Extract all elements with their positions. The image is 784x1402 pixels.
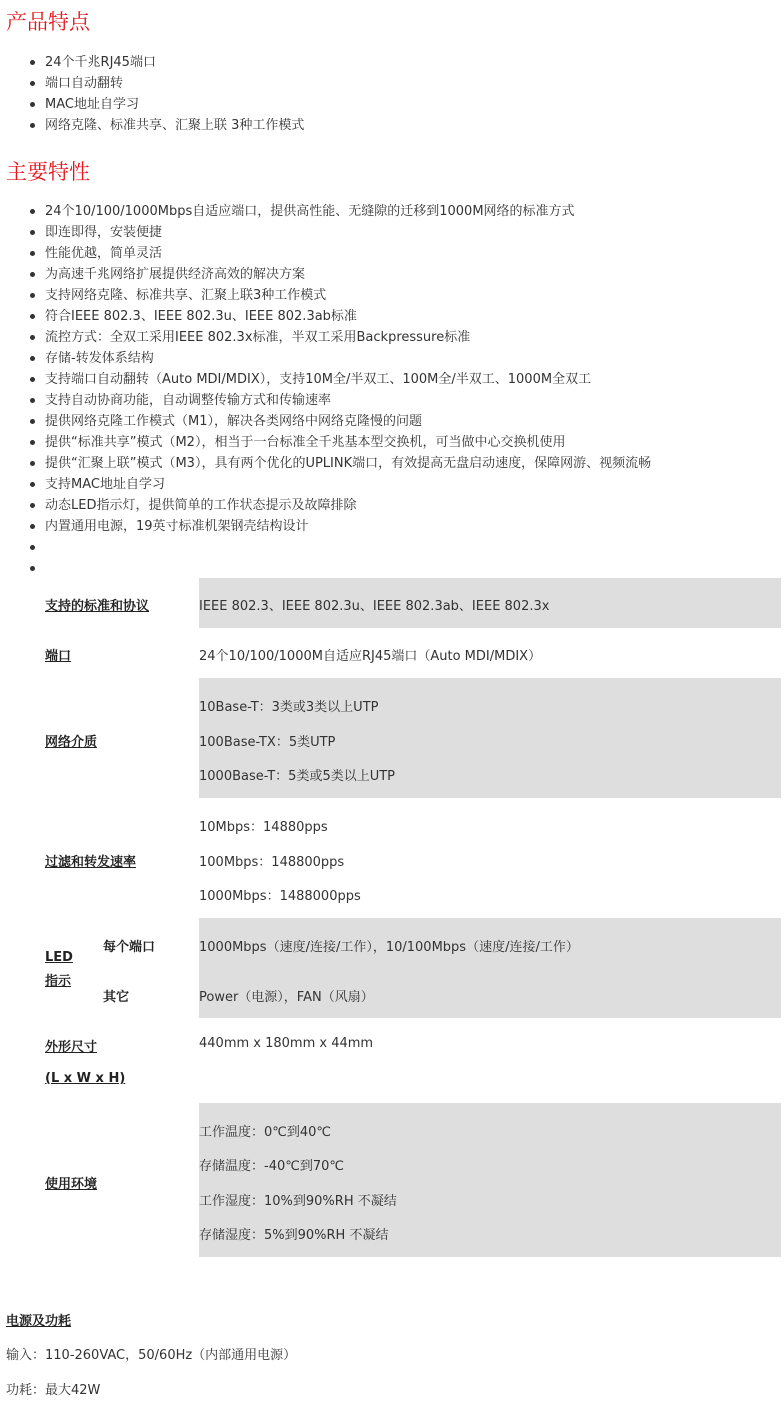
spec-label-rate: 过滤和转发速率 — [45, 855, 137, 870]
list-item: 内置通用电源，19英寸标准机架钢壳结构设计 — [45, 516, 651, 537]
section-title-features: 产品特点 — [6, 10, 90, 34]
list-item: 支持网络克隆、标准共享、汇聚上联3种工作模式 — [45, 285, 651, 306]
spec-value-size: 440mm x 180mm x 44mm — [199, 1036, 374, 1051]
list-item: 24个千兆RJ45端口 — [45, 52, 304, 73]
spec-value-env: 工作温度：0℃到40℃ — [199, 1125, 332, 1140]
spec-label-led: LED — [45, 950, 73, 965]
list-item: MAC地址自学习 — [45, 94, 304, 115]
list-item: 支持端口自动翻转（Auto MDI/MDIX），支持10M全/半双工、100M全/半双工、1000M全双工 — [45, 369, 651, 390]
list-item: 性能优越，简单灵活 — [45, 243, 651, 264]
list-item: 提供“汇聚上联”模式（M3），具有两个优化的UPLINK端口，有效提高无盘启动速度，保障网游、视频流畅 — [45, 453, 651, 474]
list-item: 流控方式：全双工采用IEEE 802.3x标准，半双工采用Backpressure标准 — [45, 327, 651, 348]
spec-row-rate — [0, 798, 784, 918]
list-item: 支持MAC地址自学习 — [45, 474, 651, 495]
spec-row-standards — [0, 578, 784, 628]
section-title-main-features: 主要特性 — [6, 160, 90, 184]
power-input: 输入：110-260VAC，50/60Hz（内部通用电源） — [6, 1348, 297, 1363]
spec-value-env: 存储温度：-40℃到70℃ — [199, 1159, 344, 1174]
list-item: 动态LED指示灯，提供简单的工作状态提示及故障排除 — [45, 495, 651, 516]
spec-value-other: Power（电源），FAN（风扇） — [199, 990, 374, 1005]
spec-row-ports — [0, 628, 784, 678]
list-item: 网络克隆、标准共享、汇聚上联 3种工作模式 — [45, 115, 304, 136]
main-features-list — [0, 201, 651, 579]
features-list — [0, 52, 304, 136]
spec-label-size-2: (L x W x H) — [45, 1071, 126, 1086]
power-title: 电源及功耗 — [6, 1314, 72, 1329]
spec-row-led — [0, 918, 784, 1018]
spec-sublabel-other: 其它 — [103, 990, 130, 1005]
spec-value-rate: 1000Mbps：1488000pps — [199, 889, 361, 904]
spec-row-media — [0, 678, 784, 798]
list-item: 24个10/100/1000Mbps自适应端口，提供高性能、无缝隙的迁移到1000M网络的标准方式 — [45, 201, 651, 222]
list-item: 提供“标准共享”模式（M2），相当于一台标准全千兆基本型交换机，可当做中心交换机使用 — [45, 432, 651, 453]
spec-row-size — [0, 1018, 784, 1103]
list-item: 符合IEEE 802.3、IEEE 802.3u、IEEE 802.3ab标准 — [45, 306, 651, 327]
list-item: 支持自动协商功能，自动调整传输方式和传输速率 — [45, 390, 651, 411]
spec-value-per-port: 1000Mbps（速度/连接/工作），10/100Mbps（速度/连接/工作） — [199, 940, 579, 955]
spec-value-rate: 10Mbps：14880pps — [199, 820, 328, 835]
list-item: 即连即得，安装便捷 — [45, 222, 651, 243]
spec-table — [0, 578, 784, 1257]
spec-value-media: 10Base-T：3类或3类以上UTP — [199, 700, 379, 715]
spec-row-env — [0, 1103, 784, 1257]
spec-value-env: 工作湿度：10%到90%RH 不凝结 — [199, 1194, 397, 1209]
list-item: 为高速千兆网络扩展提供经济高效的解决方案 — [45, 264, 651, 285]
power-consumption: 功耗：最大42W — [6, 1383, 101, 1398]
spec-value-rate: 100Mbps：148800pps — [199, 855, 345, 870]
spec-value-standards: IEEE 802.3、IEEE 802.3u、IEEE 802.3ab、IEEE 802.3x — [199, 599, 550, 614]
list-item: 端口自动翻转 — [45, 73, 304, 94]
spec-label-led-2: 指示 — [45, 974, 72, 989]
spec-label-standards: 支持的标准和协议 — [45, 599, 150, 614]
spec-value-media: 100Base-TX：5类UTP — [199, 735, 336, 750]
spec-value-media: 1000Base-T：5类或5类以上UTP — [199, 769, 396, 784]
spec-label-ports: 端口 — [45, 649, 72, 664]
spec-value-env: 存储湿度：5%到90%RH 不凝结 — [199, 1228, 389, 1243]
spec-value-ports: 24个10/100/1000M自适应RJ45端口（Auto MDI/MDIX） — [199, 649, 542, 664]
spec-label-env: 使用环境 — [45, 1177, 98, 1192]
list-item-empty — [45, 537, 651, 558]
spec-label-size: 外形尺寸 — [45, 1040, 98, 1055]
list-item-empty — [45, 558, 651, 579]
list-item: 提供网络克隆工作模式（M1），解决各类网络中网络克隆慢的问题 — [45, 411, 651, 432]
spec-label-media: 网络介质 — [45, 735, 98, 750]
list-item: 存储-转发体系结构 — [45, 348, 651, 369]
spec-sublabel-per-port: 每个端口 — [103, 940, 156, 955]
